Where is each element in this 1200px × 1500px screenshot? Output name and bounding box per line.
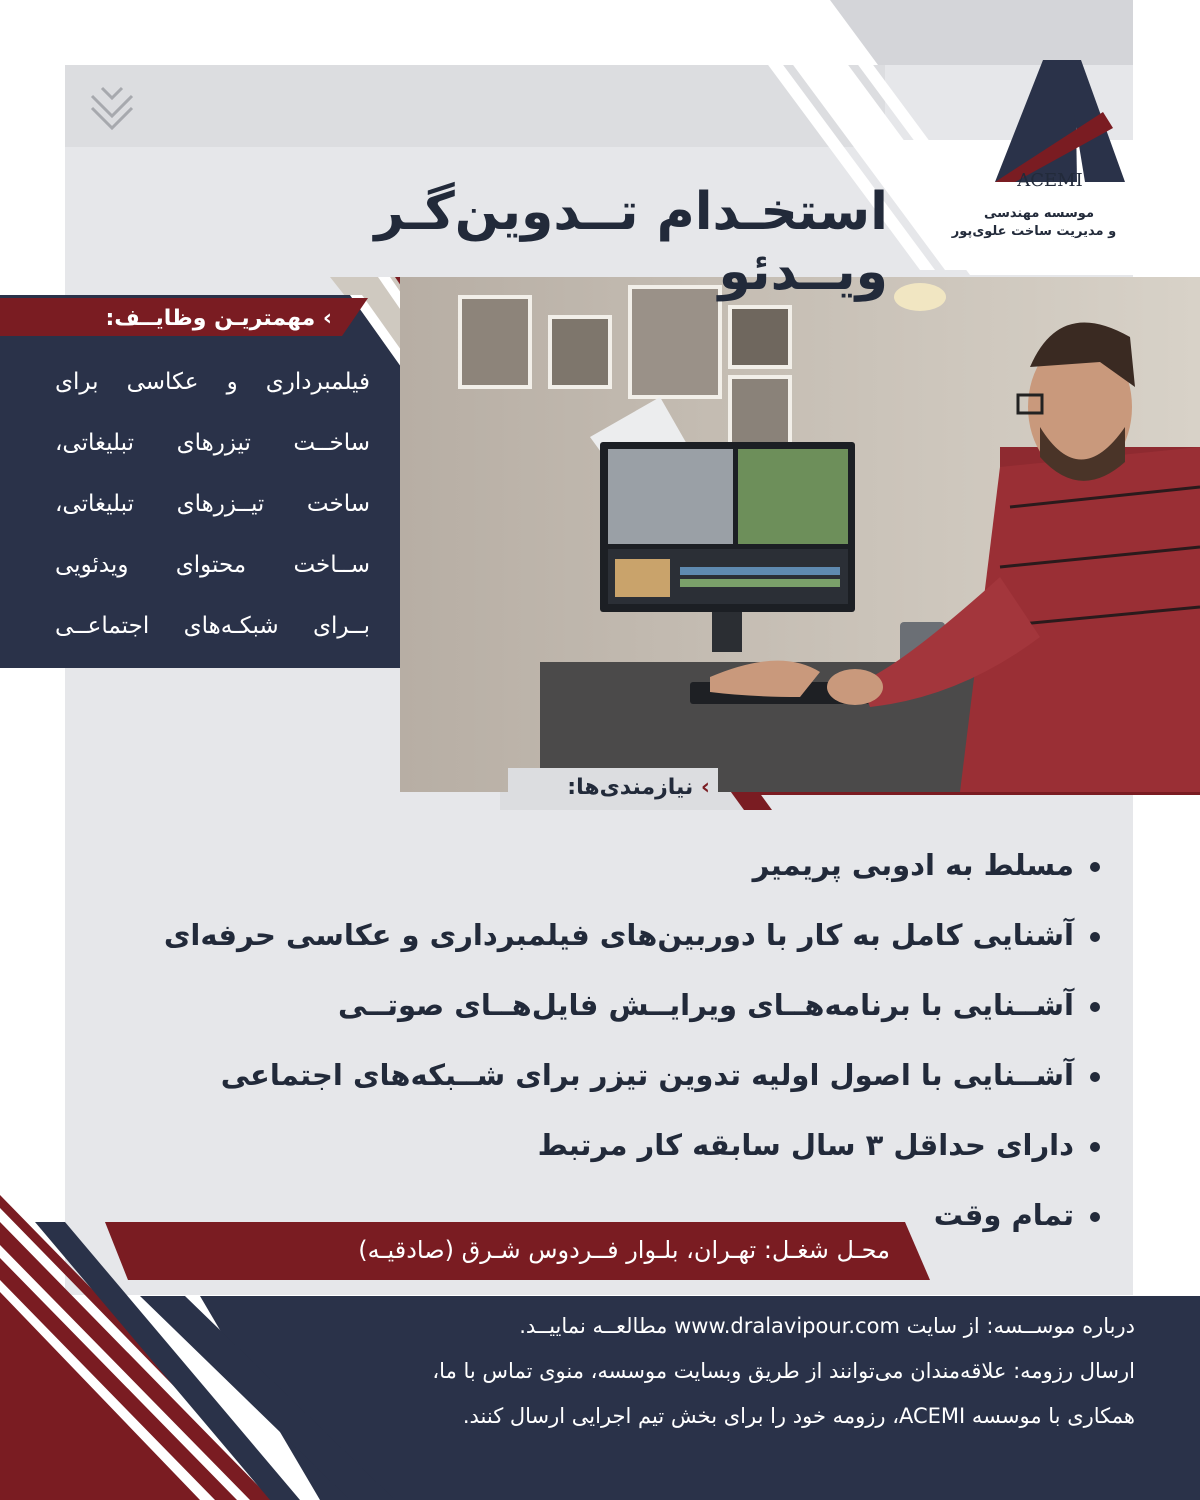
logo-subtitle-1: موسسه مهندسی [983, 206, 1094, 221]
duty-line: ساخت تیــزرهای تبلیغاتی، [55, 491, 370, 517]
list-item: آشنایی کامل به کار با دوربین‌های فیلمبرداری و عکاسی حرفه‌ای [100, 900, 1100, 970]
chevron-left-icon: › [322, 306, 332, 331]
list-item: آشــنایی با اصول اولیه تدوین تیزر برای شــبکه‌های اجتماعی [100, 1040, 1100, 1110]
duties-label [62, 302, 332, 336]
list-item: تمام وقت [100, 1180, 1100, 1250]
list-item: دارای حداقل ۳ سال سابقه کار مرتبط [100, 1110, 1100, 1180]
bullet-icon [1090, 932, 1100, 942]
requirements-label [508, 768, 718, 810]
list-item: مسلط به ادوبی پریمیر [100, 830, 1100, 900]
duty-line: فیلمبرداری و عکاسی برای [55, 369, 370, 395]
duty-line: ســاخت محتوای ویدئویی [55, 552, 370, 578]
bullet-icon [1090, 1002, 1100, 1012]
bullet-icon [1090, 1142, 1100, 1152]
list-item: آشــنایی با برنامه‌هــای ویرایــش فایل‌هــای صوتــی [100, 970, 1100, 1040]
duty-line: بــرای شبکـه‌های اجتماعــی [55, 613, 370, 639]
chevron-left-icon: › [700, 775, 710, 800]
double-chevron-down-icon [88, 82, 136, 134]
footer-cooperation: همکاری با موسسه ACEMI، رزومه خود را برای بخش تیم اجرایی ارسال کنند. [462, 1404, 1135, 1428]
header-strip [65, 65, 885, 147]
duties-list [55, 352, 370, 657]
duty-line: ساخــت تیزرهای تبلیغاتی، [55, 430, 370, 456]
footer-about: درباره موســسه: از سایت www.dralavipour.com مطالعــه نماییــد. [519, 1314, 1135, 1338]
footer-info [235, 1304, 1135, 1439]
duties-label-text: مهمتریـن وظایــف: [105, 306, 316, 331]
requirements-list [100, 830, 1100, 1250]
logo-brand: ACEMI [1017, 170, 1083, 191]
logo-subtitle-2: و مدیریت ساخت علوی‌پور [951, 224, 1117, 239]
job-location: محـل شغـل: تهـران، بلـوار فــردوس شـرق (صادقیـه) [358, 1236, 890, 1264]
photo-video-editor [400, 277, 1200, 792]
triangle-a-logo-icon [985, 52, 1135, 252]
bullet-icon [1090, 1212, 1100, 1222]
footer-resume: ارسال رزومه: علاقه‌مندان می‌توانند از طریق وبسایت موسسه، منوی تماس با ما، [432, 1359, 1135, 1383]
page-title: استخـدام تــدوین‌گـر ویــدئو [374, 182, 888, 302]
bullet-icon [1090, 862, 1100, 872]
bullet-icon [1090, 1072, 1100, 1082]
requirements-label-text: نیازمندی‌ها: [567, 775, 694, 800]
